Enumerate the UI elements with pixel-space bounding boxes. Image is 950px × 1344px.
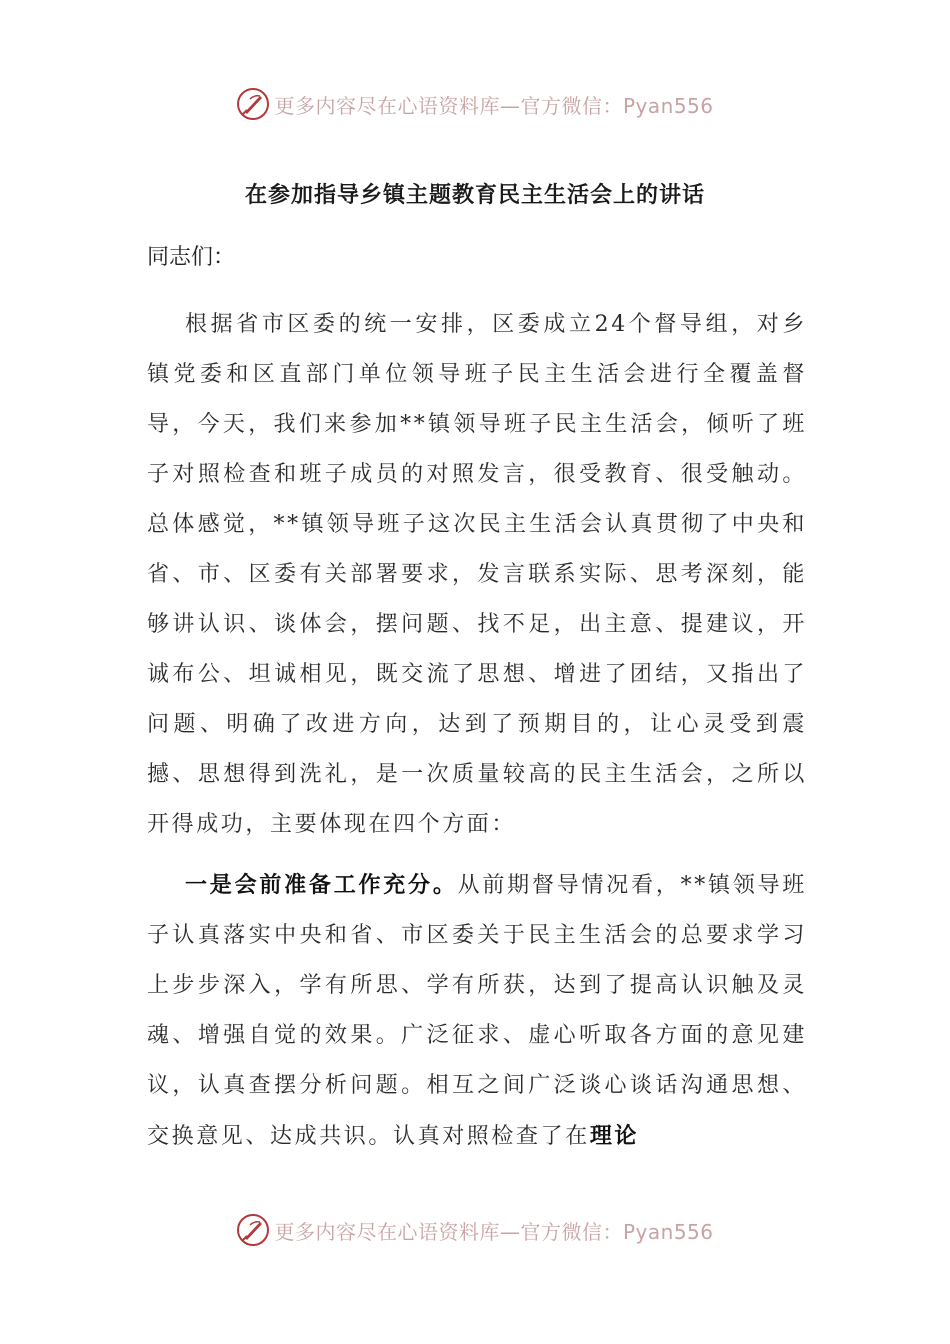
document-body xyxy=(147,300,807,1162)
paragraph-2-body: 从前期督导情况看，**镇领导班子认真落实中央和省、市区委关于民主生活会的总要求学习上步步深入，学有所思、学有所获，达到了提高认识触及灵魂、增强自觉的效果。广泛征求、虚心听取各方面的意见建议，认真查摆分析问题。相互之间广泛谈心谈话沟通思想、交换意见、达成共识。认真对照检查了在 xyxy=(147,873,807,1149)
salutation: 同志们： xyxy=(147,245,236,270)
quill-logo-icon xyxy=(236,1213,270,1247)
paragraph-2-lead: 一是会前准备工作充分。 xyxy=(185,872,458,898)
header-watermark xyxy=(0,84,950,124)
paragraph-1: 根据省市区委的统一安排，区委成立24个督导组，对乡镇党委和区直部门单位领导班子民主生活会进行全覆盖督导，今天，我们来参加**镇领导班子民主生活会，倾听了班子对照检查和班子成员的对照发言，很受教育、很受触动。总体感觉，**镇领导班子这次民主生活会认真贯彻了中央和省、市、区委有关部署要求，发言联系实际、思考深刻，能够讲认识、谈体会，摆问题、找不足，出主意、提建议，开诚布公、坦诚相见，既交流了思想、增进了团结，又指出了问题、明确了改进方向，达到了预期目的，让心灵受到震撼、思想得到洗礼，是一次质量较高的民主生活会，之所以开得成功，主要体现在四个方面： xyxy=(147,312,807,837)
paragraph-2-tail: 理论 xyxy=(589,1123,640,1149)
watermark-text: 更多内容尽在心语资料库—官方微信：Pyan556 xyxy=(274,1219,714,1244)
quill-logo-icon xyxy=(236,87,270,121)
document-title: 在参加指导乡镇主题教育民主生活会上的讲话 xyxy=(244,182,705,208)
watermark-text: 更多内容尽在心语资料库—官方微信：Pyan556 xyxy=(274,93,714,118)
footer-watermark xyxy=(0,1210,950,1250)
paragraph-2 xyxy=(147,860,807,1162)
